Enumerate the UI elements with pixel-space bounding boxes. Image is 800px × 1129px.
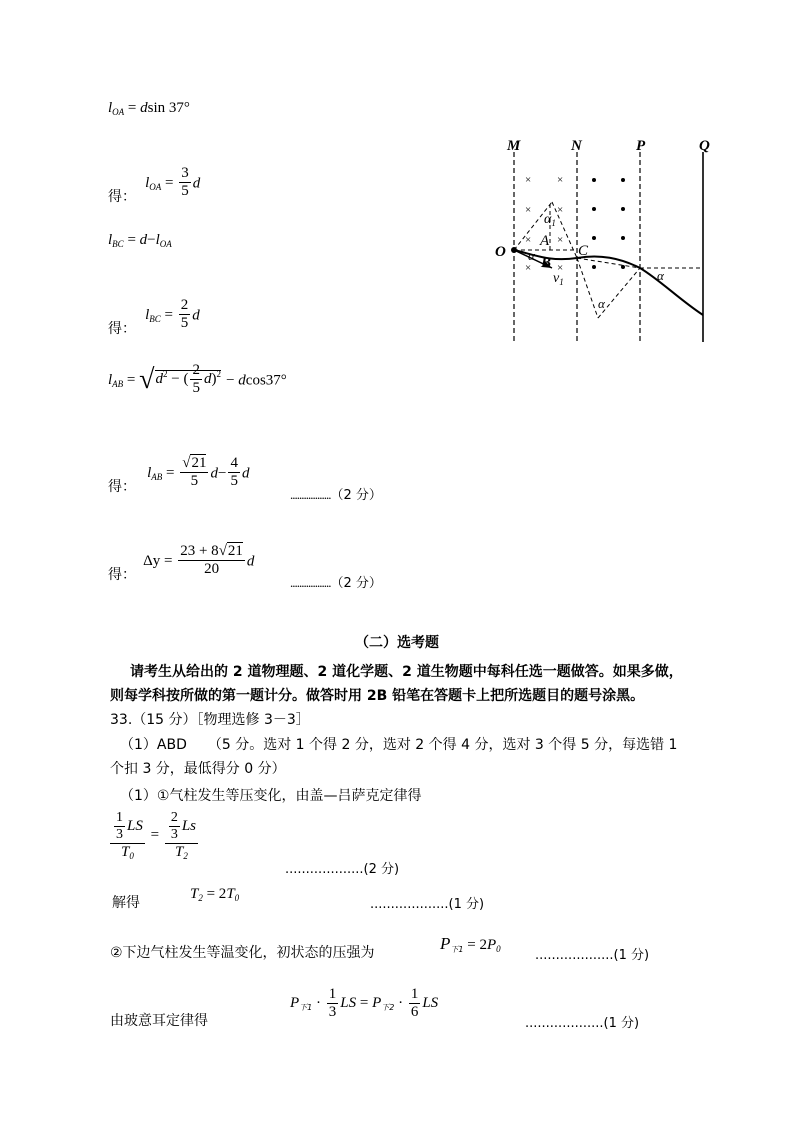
label-m: M — [507, 138, 521, 154]
svg-text:×: × — [557, 204, 564, 216]
q33-header: 33.（15 分）［物理选修 3－3］ — [110, 712, 310, 728]
q33-p4-label: 由玻意耳定律得 — [110, 1013, 208, 1029]
svg-text:×: × — [557, 262, 564, 274]
label-alpha-lower: α — [598, 296, 605, 311]
score-solve: ...................(1 分) — [370, 897, 485, 912]
label-n: N — [571, 138, 582, 154]
q33-p2: （1）①气柱发生等压变化，由盖—吕萨克定律得 — [120, 788, 422, 804]
score-gay-lussac: ...................(2 分) — [285, 862, 400, 877]
instructions-line1: 请考生从给出的 2 道物理题、2 道化学题、2 道生物题中每科任选一题做答。如果多做， — [130, 664, 683, 680]
label-p: P — [636, 138, 646, 154]
label-alpha-p: α — [657, 268, 664, 283]
eq-l-oa-result: 得： $l_{OA}$ = $\frac{3}{5}$ d — [108, 165, 201, 206]
eq-boyle: $P_{下1}$ · $\frac{1}{3}$ LS = $P_{下2}$ · $\frac{1}{6}$ LS — [290, 986, 439, 1021]
eq-l-oa: $l_{OA} = dsin$ 37° — [108, 100, 190, 117]
svg-text:×: × — [557, 234, 564, 246]
eq-l-bc: $l_{BC} = d-l_{OA}$ — [108, 232, 172, 249]
label-b: B — [541, 255, 552, 271]
eq-l-ab-result: 得： $l_{AB}$ = $\frac{√21}{5}$ d− $\frac{4}{5}$ d — [108, 455, 250, 496]
q33-p1-line2: 个扣 3 分，最低得分 0 分） — [110, 761, 286, 777]
label-a: A — [540, 233, 550, 249]
svg-text:×: × — [557, 174, 564, 186]
point-o — [511, 247, 517, 253]
eq-l-ab: $l_{AB} = √d^2$ − ( $\frac{2}{5}$ d)$^2$ − dcos37° — [108, 362, 287, 397]
eq-delta-y: 得： Δy = $\frac{23 + 8√21}{20}$ d — [108, 543, 255, 584]
label-q: Q — [699, 138, 710, 154]
field-dots — [592, 178, 625, 269]
field-diagram — [490, 130, 730, 350]
svg-text:×: × — [525, 204, 532, 216]
label-o: O — [495, 244, 506, 260]
score-p-initial: ...................(1 分) — [535, 948, 650, 963]
q33-p1-line1: （1）ABD （5 分。选对 1 个得 2 分，选对 2 个得 4 分，选对 3 个得 5 分，每选错 1 — [120, 737, 678, 753]
label-alpha1: $\alpha_1$ — [544, 212, 556, 228]
score-eq6: ..................（2 分） — [290, 487, 382, 503]
eq-gay-lussac: $\frac{1}{3}$ LS $T_0$ = $\frac{2}{3}$ Ls $T_2$ — [108, 810, 200, 862]
solve-label: 解得 — [112, 895, 140, 911]
svg-text:×: × — [525, 174, 532, 186]
eq-p-initial: $P_{下1} = 2P_0$ — [440, 934, 501, 954]
score-boyle: ...................(1 分) — [525, 1016, 640, 1031]
svg-text:×: × — [525, 262, 532, 274]
q33-p3-label: ②下边气柱发生等温变化，初状态的压强为 — [110, 945, 375, 961]
instructions-line2: 则每学科按所做的第一题计分。做答时用 2B 铅笔在答题卡上把所选题目的题号涂黑。 — [110, 688, 645, 704]
eq-l-bc-result: 得： $l_{BC}$ = $\frac{2}{5}$ d — [108, 297, 200, 338]
label-alpha-o: α — [528, 248, 535, 263]
eq-t2: $T_2 = 2T_0$ — [190, 886, 240, 903]
section-title: （二）选考题 — [355, 635, 439, 651]
svg-text:×: × — [525, 234, 532, 246]
label-v1: $v_1$ — [553, 271, 564, 287]
score-eq7: ..................（2 分） — [290, 575, 382, 591]
label-c: C — [578, 243, 589, 259]
